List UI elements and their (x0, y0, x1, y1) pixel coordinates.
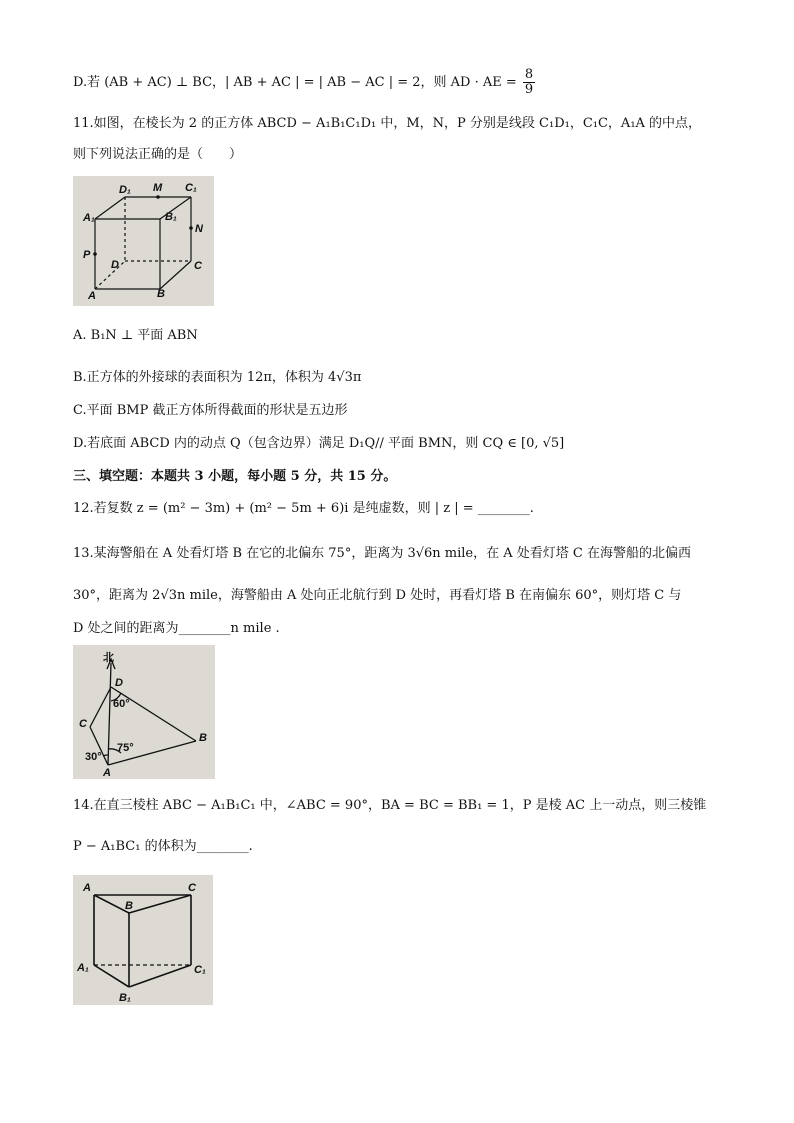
q11-option-d: D.若底面 ABCD 内的动点 Q（包含边界）满足 D₁Q// 平面 BMN，则 CQ ∈ [0, √5] (73, 436, 565, 451)
label-a: A (103, 767, 111, 779)
label-c: C (194, 260, 202, 272)
label-c1: C₁ (185, 182, 197, 194)
label-b: B (199, 732, 207, 744)
label-c: C (79, 718, 87, 730)
label-b1: B₁ (119, 992, 131, 1004)
label-n: N (195, 223, 203, 235)
label-a1: A₁ (83, 212, 95, 224)
q11-option-a: A. B₁N ⊥ 平面 ABN (73, 328, 198, 343)
q10-fraction-denominator: 9 (524, 82, 534, 97)
cube-diagram (73, 176, 214, 306)
label-b: B (157, 288, 165, 300)
q10-fraction-numerator: 8 (524, 67, 534, 82)
label-m: M (153, 182, 163, 194)
label-b: B (125, 900, 133, 912)
q13-line-1: 13.某海警船在 A 处看灯塔 B 在它的北偏东 75°，距离为 3√6n mile，在 A 处看灯塔 C 在海警船的北偏西 (73, 546, 691, 561)
q10-option-d-text: D.若 (AB + AC) ⊥ BC，| AB + AC | = | AB − AC | = 2，则 AD · AE = (73, 75, 517, 90)
q14-line-1: 14.在直三棱柱 ABC − A₁B₁C₁ 中，∠ABC = 90°，BA = BC = BB₁ = 1，P 是棱 AC 上一动点，则三棱锥 (73, 798, 707, 813)
navigation-diagram (73, 645, 215, 779)
label-c: C (188, 882, 196, 894)
label-d1: D₁ (119, 184, 131, 196)
q11-option-c: C.平面 BMP 截正方体所得截面的形状是五边形 (73, 403, 348, 418)
section-heading: 三、填空题：本题共 3 小题，每小题 5 分，共 15 分。 (73, 469, 397, 484)
label-a1: A₁ (77, 962, 89, 974)
q12-text: 12.若复数 z = (m² − 3m) + (m² − 5m + 6)i 是纯虚数，则 | z | = ________. (73, 501, 534, 516)
q13-line-3: D 处之间的距离为________n mile . (73, 621, 280, 636)
q14-line-2: P − A₁BC₁ 的体积为________. (73, 839, 253, 854)
label-p: P (83, 249, 91, 261)
label-a: A (83, 882, 91, 894)
angle-60-label: 60° (113, 698, 130, 710)
point-p (93, 252, 97, 256)
label-d: D (111, 259, 119, 271)
q10-fraction (523, 68, 535, 97)
label-a: A (88, 290, 96, 302)
q11-stem-line-1: 11.如图，在棱长为 2 的正方体 ABCD − A₁B₁C₁D₁ 中，M，N，P 分别是线段 C₁D₁，C₁C，A₁A 的中点， (73, 116, 702, 131)
north-label: 北 (103, 652, 114, 664)
angle-75-label: 75° (117, 742, 134, 754)
point-m (156, 195, 160, 199)
q13-line-2: 30°，距离为 2√3n mile，海警船由 A 处向正北航行到 D 处时，再看灯塔 B 在南偏东 60°，则灯塔 C 与 (73, 588, 682, 603)
cube-figure (73, 176, 214, 306)
prism-figure (73, 875, 213, 1005)
prism-diagram (73, 875, 213, 1005)
label-c1: C₁ (194, 964, 206, 976)
label-b1: B₁ (165, 211, 177, 223)
navigation-figure (73, 645, 215, 779)
q11-option-b: B.正方体的外接球的表面积为 12π，体积为 4√3π (73, 370, 362, 385)
angle-30-label: 30° (85, 751, 102, 763)
q11-stem-line-2: 则下列说法正确的是（ ） (73, 147, 243, 162)
label-d: D (115, 677, 123, 689)
q10-option-d (73, 68, 535, 97)
point-n (189, 226, 193, 230)
